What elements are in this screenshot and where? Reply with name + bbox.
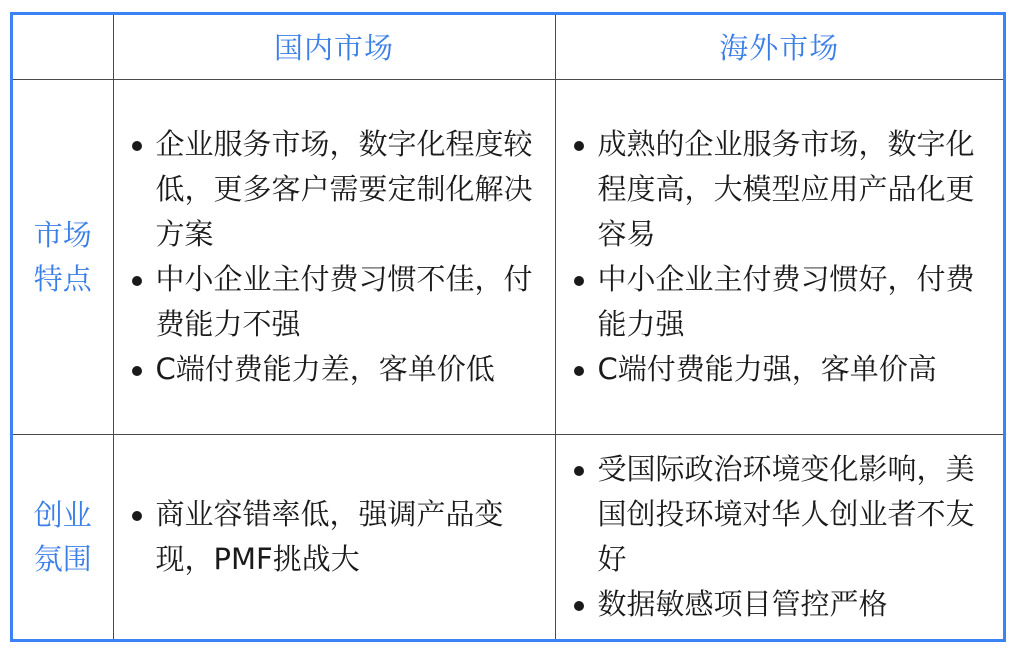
bullet-dot-icon: [574, 601, 584, 611]
list-item-text: 成熟的企业服务市场，数字化程度高，大模型应用产品化更容易: [597, 126, 975, 251]
bullet-dot-icon: [132, 366, 142, 376]
list-item: [126, 257, 545, 347]
row-label-startup-atmosphere: [13, 434, 113, 639]
bullet-dot-icon: [574, 141, 584, 151]
list-item: [126, 122, 545, 257]
row-label-line: 市场: [33, 217, 92, 252]
bullet-dot-icon: [574, 276, 584, 286]
table-row-market-features: [13, 79, 1003, 434]
header-corner-cell: [13, 15, 113, 79]
table-row-startup-atmosphere: [13, 434, 1003, 639]
list-item: [568, 447, 994, 582]
list-item-text: 数据敏感项目管控严格: [597, 586, 888, 621]
header-domestic-market: 国内市场: [113, 15, 555, 79]
cell-domestic-market-features: [113, 79, 555, 434]
row-label-line: 特点: [33, 261, 92, 296]
list-item: [568, 347, 994, 392]
list-item-text: 中小企业主付费习惯好，付费能力强: [597, 261, 975, 341]
table-header-row: [13, 15, 1003, 79]
header-overseas-market: 海外市场: [555, 15, 1003, 79]
bullet-dot-icon: [132, 141, 142, 151]
bullet-dot-icon: [574, 466, 584, 476]
row-label-line: 创业: [33, 497, 92, 532]
list-item: [568, 582, 994, 627]
cell-overseas-market-features: [555, 79, 1003, 434]
comparison-table: [13, 15, 1003, 639]
bullet-list: [114, 122, 555, 392]
bullet-list: [556, 122, 1004, 392]
list-item-text: 企业服务市场，数字化程度较低，更多客户需要定制化解决方案: [155, 126, 533, 251]
list-item: [568, 122, 994, 257]
list-item-text: 商业容错率低，强调产品变现，PMF挑战大: [155, 496, 504, 576]
list-item-text: C端付费能力强，客单价高: [597, 351, 937, 386]
comparison-table-frame: [10, 12, 1006, 642]
list-item: [568, 257, 994, 347]
bullet-dot-icon: [132, 276, 142, 286]
bullet-list: [114, 492, 555, 582]
list-item-text: 受国际政治环境变化影响，美国创投环境对华人创业者不友好: [597, 451, 975, 576]
list-item-text: C端付费能力差，客单价低: [155, 351, 495, 386]
list-item: [126, 492, 545, 582]
cell-overseas-startup-atmosphere: [555, 434, 1003, 639]
row-label-market-features: [13, 79, 113, 434]
list-item: [126, 347, 545, 392]
bullet-list: [556, 447, 1004, 627]
bullet-dot-icon: [574, 366, 584, 376]
cell-domestic-startup-atmosphere: [113, 434, 555, 639]
row-label-line: 氛围: [33, 541, 92, 576]
bullet-dot-icon: [132, 511, 142, 521]
list-item-text: 中小企业主付费习惯不佳，付费能力不强: [155, 261, 533, 341]
